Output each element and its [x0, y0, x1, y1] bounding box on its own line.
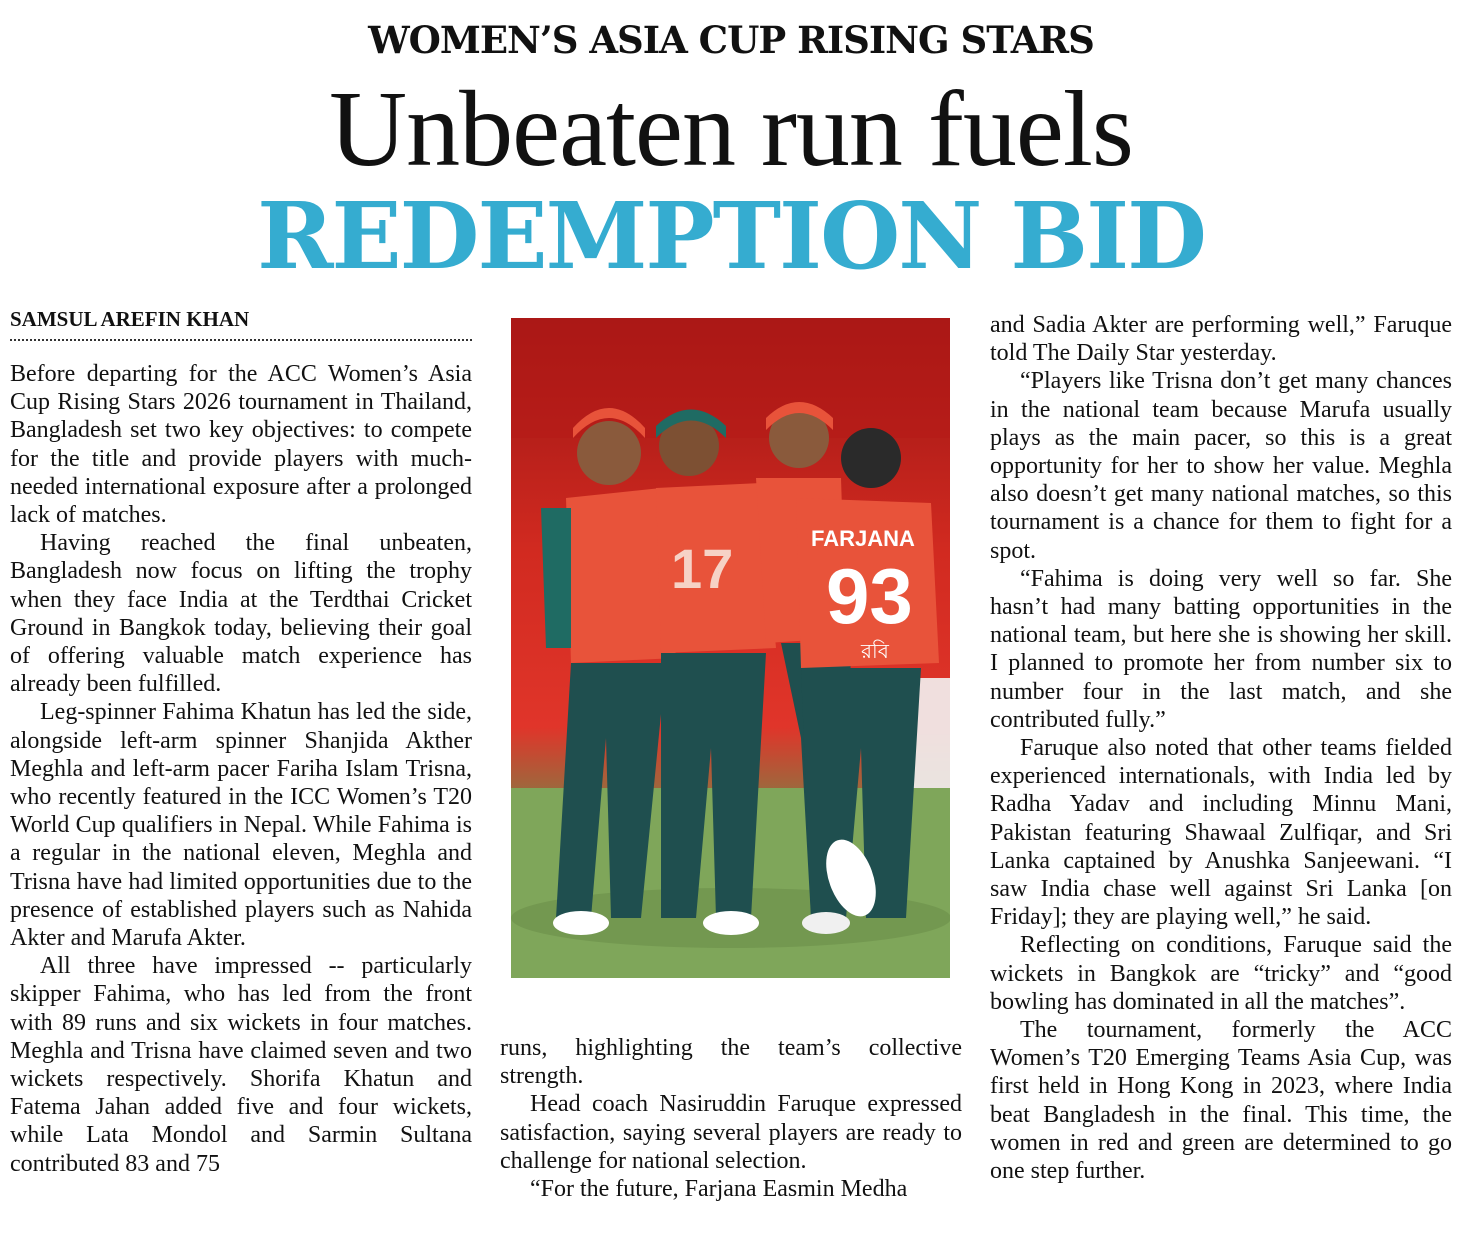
- jersey-name: FARJANA: [811, 526, 915, 551]
- paragraph: Leg-spinner Fahima Khatun has led the side, alongside left-arm spinner Shanjida Akther Meghla and left-arm pacer Fariha Islam Trisna, who recently featured in the ICC Women’s T20 World Cup qualifiers in Nepal. While Fahima is a regular in the national eleven, Meghla and Trisna have had limited opportunities due to the presence of established players such as Nahida Akter and Marufa Akter.: [10, 699, 472, 952]
- subhead: REDEMPTION BID: [257, 182, 1205, 290]
- jersey-number-left: 17: [671, 537, 734, 600]
- paragraph: All three have impressed -- particularly skipper Fahima, who has led from the front with 89 runs and six wickets in four matches. Meghla and Trisna have claimed seven and two wickets respectively. Shorifa Khatun and Fatema Jahan added five and four wickets, while Lata Mondol and Sarmin Sultana contributed 83 and 75: [10, 953, 472, 1177]
- paragraph: runs, highlighting the team’s collective strength.: [500, 1035, 962, 1090]
- article-photo: [511, 318, 950, 978]
- paragraph: “For the future, Farjana Easmin Medha: [530, 1176, 908, 1203]
- paragraph: Having reached the final unbeaten, Bangladesh now focus on lifting the trophy when they face India at the Terdthai Cricket Ground in Bangkok today, believing their goal of offering valuable match experience has already been fulfilled.: [10, 530, 472, 698]
- paragraph: Head coach Nasiruddin Faruque expressed satisfaction, saying several players are ready to challenge for national selection.: [500, 1091, 962, 1174]
- article-column-2: [500, 1034, 962, 1203]
- byline-divider: [10, 339, 472, 341]
- jersey-number: 93: [826, 552, 913, 640]
- paragraph: The tournament, formerly the ACC Women’s T20 Emerging Teams Asia Cup, was first held in Hong Kong in 2023, where India beat Bangladesh in the final. This time, the women in red and green are determined to go one step further.: [990, 1017, 1452, 1185]
- paragraph: “Fahima is doing very well so far. She hasn’t had many batting opportunities in the national team, but here she is showing her skill. I planned to promote her from number six to number four in the last match, and she contributed fully.”: [990, 565, 1452, 733]
- paragraph: Before departing for the ACC Women’s Asia Cup Rising Stars 2026 tournament in Thailand, Bangladesh set two key objectives: to compete for the title and provide players with much-needed international exposure after a prolonged lack of matches.: [10, 361, 472, 529]
- paragraph: and Sadia Akter are performing well,” Faruque told The Daily Star yesterday.: [990, 312, 1452, 367]
- article-column-3: [990, 311, 1452, 1185]
- headline: Unbeaten run fuels: [329, 70, 1133, 189]
- paragraph: Faruque also noted that other teams fielded experienced internationals, with India led by Radha Yadav and including Minnu Mani, Pakistan featuring Shawaal Zulfiqar, and Sri Lanka captained by Anushka Sanjeewani. “I saw India chase well against Sri Lanka [on Friday]; they are playing well,” he said.: [990, 735, 1452, 931]
- paragraph: Reflecting on conditions, Faruque said the wickets in Bangkok are “tricky” and “good bowling has dominated in all the matches”.: [990, 932, 1452, 1015]
- paragraph: “Players like Trisna don’t get many chances in the national team because Marufa usually plays as the main pacer, so this is a great opportunity for her to show her value. Meghla also doesn’t get many national matches, so this tournament is a chance for them to fight for a spot.: [990, 368, 1452, 564]
- article-column-1: [10, 360, 472, 1178]
- byline: SAMSUL AREFIN KHAN: [10, 307, 250, 331]
- kicker: WOMEN’S ASIA CUP RISING STARS: [368, 18, 1094, 62]
- sponsor-mark: রবি: [861, 639, 889, 663]
